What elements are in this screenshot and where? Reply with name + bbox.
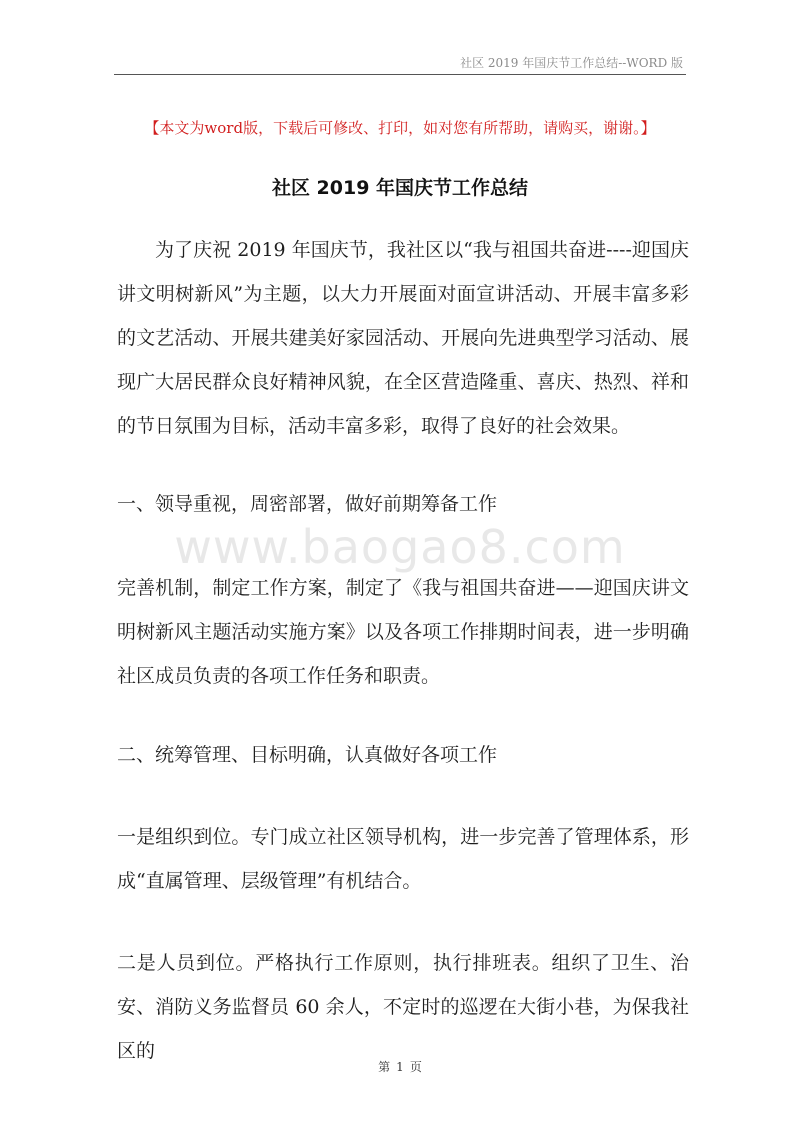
- header-divider: [114, 74, 686, 75]
- body-paragraph-3: 二是人员到位。严格执行工作原则，执行排班表。组织了卫生、治安、消防义务监督员 60 余人，不定时的巡逻在大街小巷，为保我社区的: [117, 952, 689, 1062]
- watermark: www.baogao8.com: [174, 520, 626, 574]
- purchase-notice: 【本文为word版，下载后可修改、打印，如对您有所帮助，请购买，谢谢。】: [144, 119, 656, 137]
- footer-suffix: 页: [409, 1060, 422, 1074]
- document-title: 社区 2019 年国庆节工作总结: [271, 177, 529, 199]
- body-paragraph-2: 一是组织到位。专门成立社区领导机构，进一步完善了管理体系，形成“直属管理、层级管理”有机结合。: [117, 826, 689, 892]
- section-heading-1: 一、领导重视，周密部署，做好前期筹备工作: [117, 493, 498, 515]
- footer-prefix: 第: [378, 1060, 391, 1074]
- section-heading-2: 二、统筹管理、目标明确，认真做好各项工作: [117, 744, 498, 766]
- intro-paragraph: 为了庆祝 2019 年国庆节，我社区以“我与祖国共奋进----迎国庆讲文明树新风”为主题，以大力开展面对面宣讲活动、开展丰富多彩的文艺活动、开展共建美好家园活动、开展向先进典型学习活动、展现广大居民群众良好精神风貌，在全区营造隆重、喜庆、热烈、祥和的节日氛围为目标，活动丰富多彩，取得了良好的社会效果。: [117, 239, 689, 437]
- body-paragraph-1: 完善机制，制定工作方案，制定了《我与祖国共奋进——迎国庆讲文明树新风主题活动实施方案》以及各项工作排期时间表，进一步明确社区成员负责的各项工作任务和职责。: [117, 577, 689, 687]
- page-header-text: 社区 2019 年国庆节工作总结--WORD 版: [460, 56, 683, 70]
- page-number: 1: [396, 1060, 404, 1074]
- page-footer: [0, 1058, 800, 1075]
